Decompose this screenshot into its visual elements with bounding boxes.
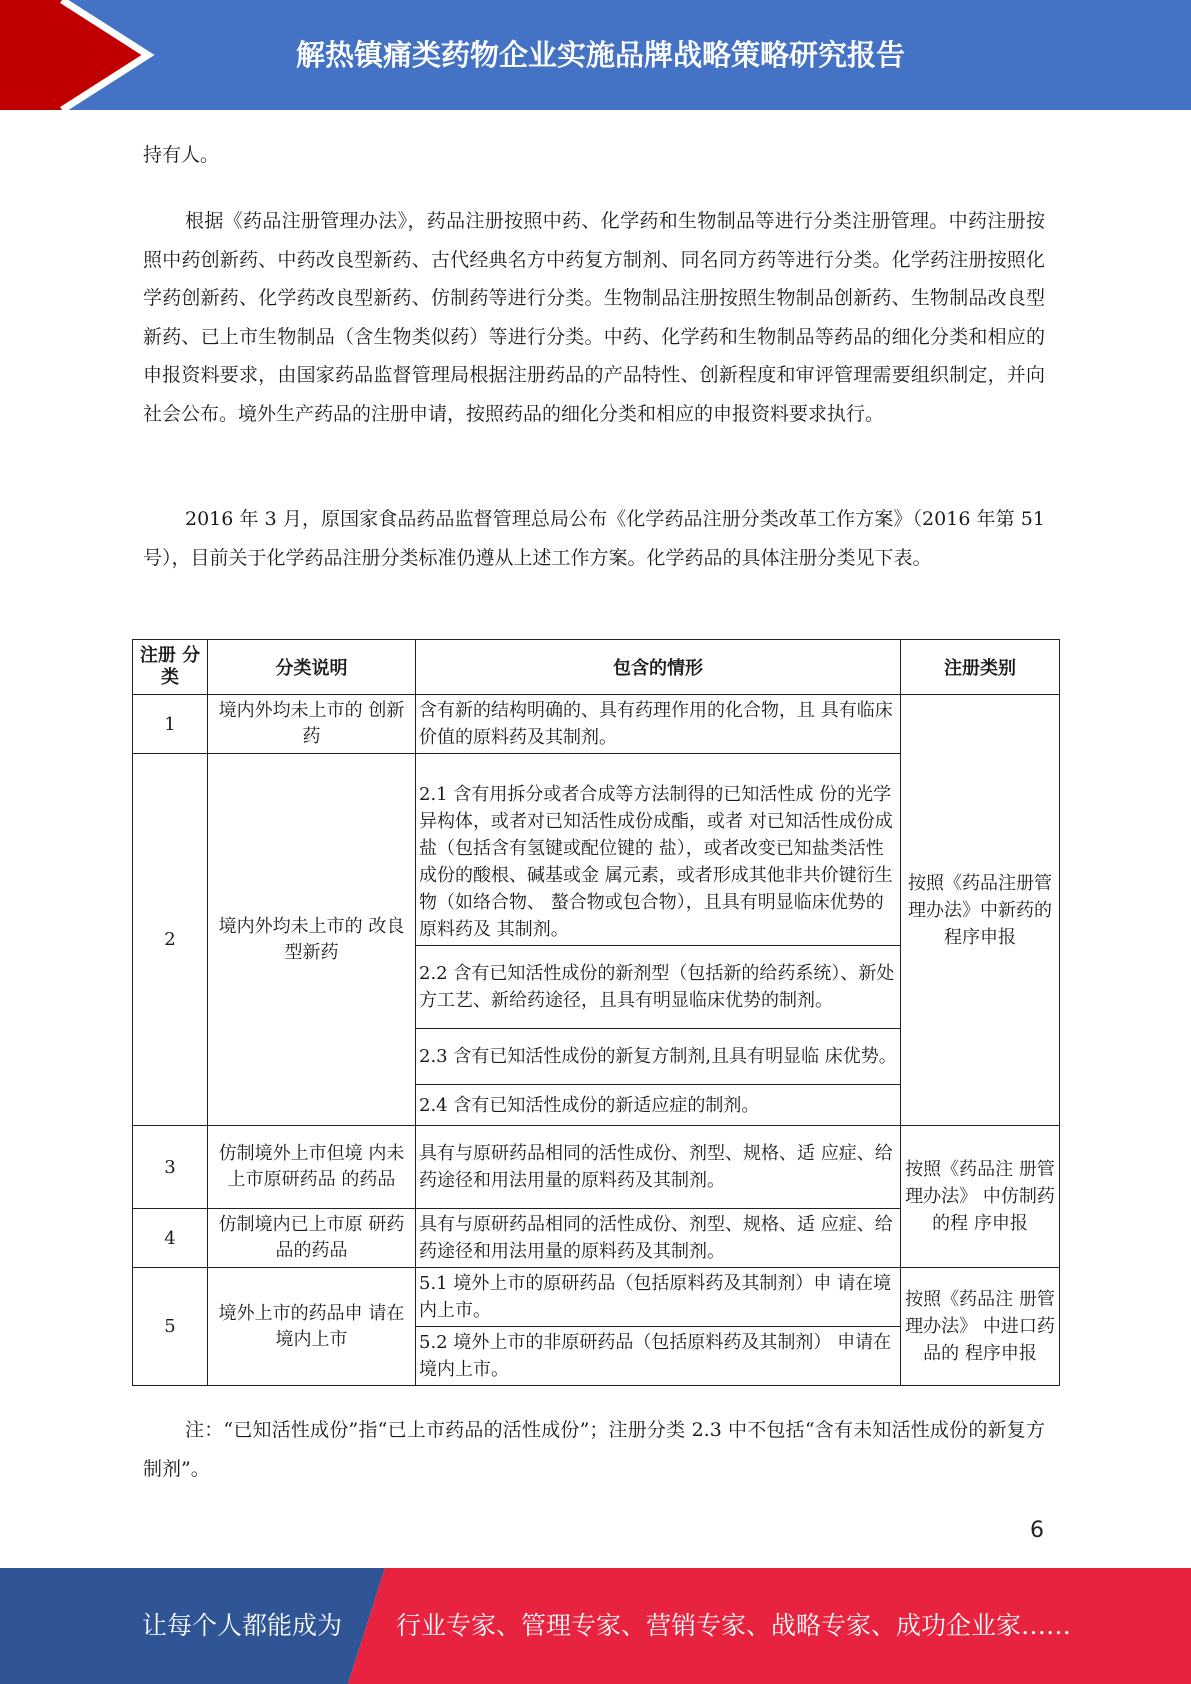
- row-number: 1: [133, 695, 208, 754]
- row-category-generic: 按照《药品注 册管理办法》 中仿制药的程 序申报: [901, 1126, 1060, 1268]
- row-description: 仿制境外上市但境 内未上市原研药品 的药品: [208, 1126, 416, 1209]
- row-category-import: 按照《药品注 册管理办法》 中进口药品的 程序申报: [901, 1268, 1060, 1386]
- row-condition: 2.4 含有已知活性成份的新适应症的制剂。: [416, 1085, 901, 1126]
- header-class: 注册 分类: [133, 640, 208, 695]
- paragraph-2016-reform: 2016 年 3 月，原国家食品药品监督管理总局公布《化学药品注册分类改革工作方案》（2016 年第 51 号），目前关于化学药品注册分类标准仍遵从上述工作方案。化学药品的具体注册分类见下表。: [143, 508, 1045, 569]
- page-number: 6: [1030, 1518, 1044, 1543]
- row-description: 仿制境内已上市原 研药品的药品: [208, 1209, 416, 1268]
- header-situations: 包含的情形: [416, 640, 901, 695]
- report-title: 解热镇痛类药物企业实施品牌战略策略研究报告: [295, 38, 905, 72]
- footer-slogan-left: 让每个人都能成为: [142, 1611, 343, 1640]
- row-condition: 5.2 境外上市的非原研药品（包括原料药及其制剂） 申请在境内上市。: [416, 1327, 901, 1386]
- header-arrow-decoration: [0, 0, 160, 110]
- row-condition: 2.2 含有已知活性成份的新剂型（包括新的给药系统）、新处方工艺、新给药途径，且具有明显临床优势的制剂。: [416, 946, 901, 1029]
- row-condition: 含有新的结构明确的、具有药理作用的化合物，且 具有临床价值的原料药及其制剂。: [416, 695, 901, 754]
- row-description: 境内外均未上市的 改良型新药: [208, 754, 416, 1126]
- page-footer: [0, 1568, 1191, 1684]
- footer-slogan-right: 行业专家、管理专家、营销专家、战略专家、成功企业家……: [396, 1611, 1072, 1640]
- registration-classification-table: [132, 639, 1060, 1386]
- row-number: 4: [133, 1209, 208, 1268]
- row-condition: 5.1 境外上市的原研药品（包括原料药及其制剂）申 请在境内上市。: [416, 1268, 901, 1327]
- row-category-new-drug: 按照《药品注册管理办法》中新药的程序申报: [901, 695, 1060, 1126]
- row-condition: 具有与原研药品相同的活性成份、剂型、规格、适 应症、给药途径和用法用量的原料药及其制剂。: [416, 1126, 901, 1209]
- header-description: 分类说明: [208, 640, 416, 695]
- header-category: 注册类别: [901, 640, 1060, 695]
- paragraph-continuation: 持有人。: [143, 144, 220, 166]
- table-note: 注：“已知活性成份”指“已上市药品的活性成份”；注册分类 2.3 中不包括“含有未知活性成份的新复方制剂”。: [143, 1419, 1045, 1480]
- row-number: 5: [133, 1268, 208, 1386]
- row-description: 境外上市的药品申 请在境内上市: [208, 1268, 416, 1386]
- row-number: 2: [133, 754, 208, 1126]
- row-condition: 2.3 含有已知活性成份的新复方制剂,且具有明显临 床优势。: [416, 1029, 901, 1085]
- table-row: [133, 1268, 1060, 1327]
- table-row: [133, 1126, 1060, 1209]
- row-number: 3: [133, 1126, 208, 1209]
- row-description: 境内外均未上市的 创新药: [208, 695, 416, 754]
- table-row: [133, 695, 1060, 754]
- page-header: [0, 0, 1191, 110]
- paragraph-registration-rules: 根据《药品注册管理办法》，药品注册按照中药、化学药和生物制品等进行分类注册管理。中药注册按照中药创新药、中药改良型新药、古代经典名方中药复方制剂、同名同方药等进行分类。化学药注册按照化学药创新药、化学药改良型新药、仿制药等进行分类。生物制品注册按照生物制品创新药、生物制品改良型新药、已上市生物制品（含生物类似药）等进行分类。中药、化学药和生物制品等药品的细化分类和相应的申报资料要求，由国家药品监督管理局根据注册药品的产品特性、创新程度和审评管理需要组织制定，并向社会公布。境外生产药品的注册申请，按照药品的细化分类和相应的申报资料要求执行。: [143, 210, 1045, 425]
- row-condition: 2.1 含有用拆分或者合成等方法制得的已知活性成 份的光学异构体，或者对已知活性成份成酯，或者 对已知活性成份成盐（包括含有氢键或配位键的 盐），或者改变已知盐类活性成份的酸根、碱基或金 属元素，或者形成其他非共价键衍生物（如络合物、 螯合物或包合物），且具有明显临床优势的原料药及 其制剂。: [416, 754, 901, 946]
- row-condition: 具有与原研药品相同的活性成份、剂型、规格、适 应症、给药途径和用法用量的原料药及其制剂。: [416, 1209, 901, 1268]
- table-header-row: [133, 640, 1060, 695]
